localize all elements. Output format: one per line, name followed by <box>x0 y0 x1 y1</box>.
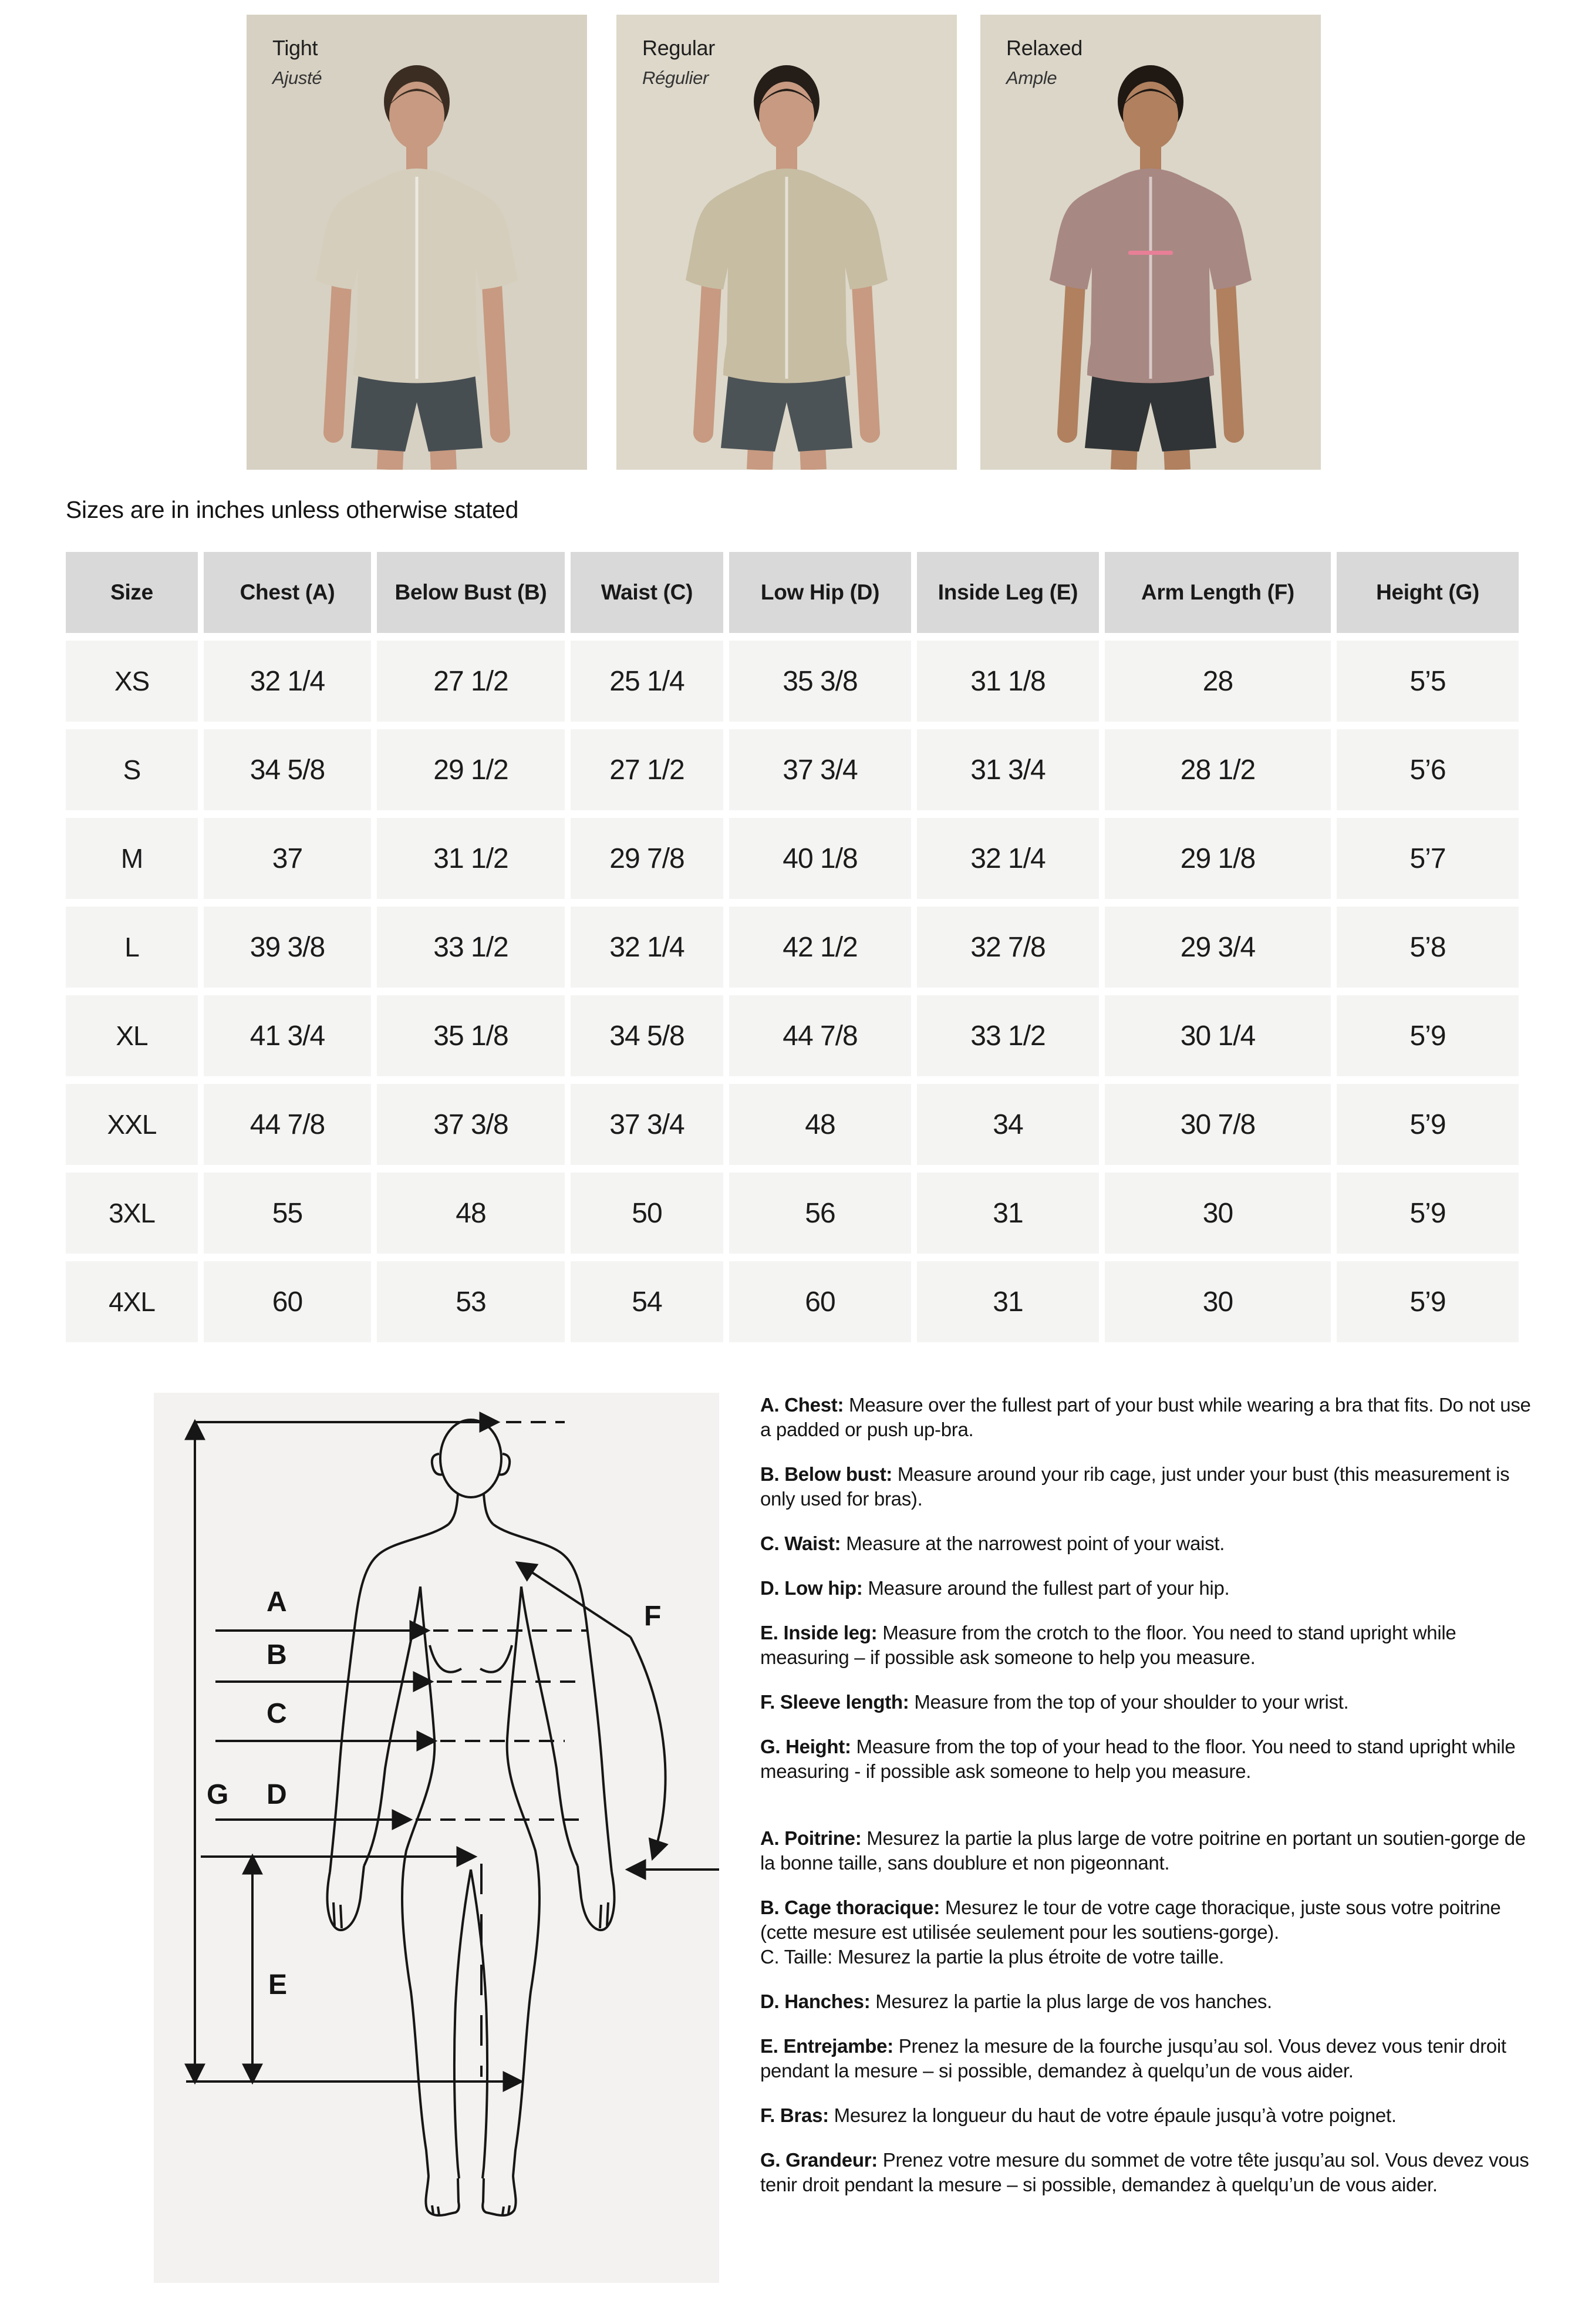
diagram-letter-f: F <box>644 1601 662 1632</box>
column-header-below-bust-b: Below Bust (B) <box>377 552 565 633</box>
measure-note: A. Poitrine: Mesurez la partie la plus large de votre poitrine en portant un soutien-gorge de la bonne taille, sans doublure et non pigeonnant. <box>760 1827 1526 1874</box>
measurement-guide <box>760 1393 1532 2217</box>
size-value: 34 5/8 <box>204 729 371 810</box>
size-value: 35 3/8 <box>729 641 911 722</box>
size-value: 54 <box>571 1261 723 1342</box>
figure-outline <box>327 1420 614 2215</box>
measure-note: F. Bras: Mesurez la longueur du haut de votre épaule jusqu’à votre poignet. <box>760 2104 1397 2126</box>
size-value: 30 7/8 <box>1105 1084 1331 1165</box>
size-value: 33 1/2 <box>917 995 1099 1076</box>
measurement-lines <box>186 1422 719 2082</box>
size-value: 39 3/8 <box>204 907 371 988</box>
size-value: 29 7/8 <box>571 818 723 899</box>
measure-note-label: D. Low hip: <box>760 1577 863 1599</box>
size-label-3xl: 3XL <box>66 1173 198 1254</box>
size-value: 31 <box>917 1261 1099 1342</box>
size-value: 35 1/8 <box>377 995 565 1076</box>
guide-french <box>760 1826 1532 2197</box>
photo-card-regular <box>616 15 957 470</box>
size-chart <box>66 552 1519 1342</box>
size-value: 34 5/8 <box>571 995 723 1076</box>
size-value: 25 1/4 <box>571 641 723 722</box>
size-value: 48 <box>729 1084 911 1165</box>
size-value: 28 1/2 <box>1105 729 1331 810</box>
measure-note: A. Chest: Measure over the fullest part of your bust while wearing a bra that fits. Do not use a padded or push up-bra. <box>760 1394 1531 1440</box>
size-value: 31 1/2 <box>377 818 565 899</box>
size-value: 28 <box>1105 641 1331 722</box>
measure-note-label: G. Height: <box>760 1736 851 1757</box>
size-value: 32 1/4 <box>917 818 1099 899</box>
size-value: 48 <box>377 1173 565 1254</box>
measure-note-label: E. Inside leg: <box>760 1622 878 1643</box>
measure-note: G. Grandeur: Prenez votre mesure du sommet de votre tête jusqu’au sol. Vous devez vous tenir droit pendant la mesure – si possible, demandez à quelqu’un de vous aider. <box>760 2149 1529 2195</box>
measure-note-label: E. Entrejambe: <box>760 2035 893 2057</box>
size-value: 42 1/2 <box>729 907 911 988</box>
size-value: 37 3/4 <box>729 729 911 810</box>
column-header-arm-length-f: Arm Length (F) <box>1105 552 1331 633</box>
measure-note-label: F. Sleeve length: <box>760 1691 909 1713</box>
size-label-4xl: 4XL <box>66 1261 198 1342</box>
column-header-low-hip-d: Low Hip (D) <box>729 552 911 633</box>
fit-name-en: Regular <box>642 36 715 60</box>
measure-note-label: G. Grandeur: <box>760 2149 878 2171</box>
size-value: 40 1/8 <box>729 818 911 899</box>
photo-card-relaxed <box>980 15 1321 470</box>
column-header-inside-leg-e: Inside Leg (E) <box>917 552 1099 633</box>
size-value: 27 1/2 <box>377 641 565 722</box>
size-label-xl: XL <box>66 995 198 1076</box>
size-value: 50 <box>571 1173 723 1254</box>
guide-english <box>760 1393 1532 1784</box>
size-label-s: S <box>66 729 198 810</box>
measure-note: B. Cage thoracique: Mesurez le tour de votre cage thoracique, juste sous votre poitrine (cette mesure est utilisée seulement pour les soutiens-gorge). <box>760 1897 1501 1943</box>
measure-note-label: C. Waist: <box>760 1533 841 1554</box>
measure-note-label: B. Cage thoracique: <box>760 1897 940 1918</box>
measure-note-label: F. Bras: <box>760 2104 829 2126</box>
size-value: 5’9 <box>1337 1084 1519 1165</box>
size-value: 5’6 <box>1337 729 1519 810</box>
size-value: 44 7/8 <box>729 995 911 1076</box>
size-value: 55 <box>204 1173 371 1254</box>
size-value: 31 <box>917 1173 1099 1254</box>
size-value: 31 1/8 <box>917 641 1099 722</box>
fit-name-en: Tight <box>272 36 318 60</box>
size-value: 60 <box>204 1261 371 1342</box>
size-value: 31 3/4 <box>917 729 1099 810</box>
fit-name-en: Relaxed <box>1006 36 1082 60</box>
size-value: 5’5 <box>1337 641 1519 722</box>
size-value: 60 <box>729 1261 911 1342</box>
measure-note: G. Height: Measure from the top of your head to the floor. You need to stand upright while measuring - if possible ask someone to help you measure. <box>760 1736 1516 1782</box>
fit-name-fr: Régulier <box>642 68 709 88</box>
fit-label <box>272 36 322 89</box>
fit-label <box>642 36 715 89</box>
measure-note: E. Inside leg: Measure from the crotch to the floor. You need to stand upright while measuring – if possible ask someone to help you measure. <box>760 1622 1456 1668</box>
size-value: 33 1/2 <box>377 907 565 988</box>
measurement-diagram <box>154 1393 719 2283</box>
photo-card-tight <box>247 15 587 470</box>
column-header-waist-c: Waist (C) <box>571 552 723 633</box>
diagram-letter-e: E <box>268 1969 287 2000</box>
diagram-letter-b: B <box>267 1639 287 1670</box>
units-note: Sizes are in inches unless otherwise stated <box>66 496 519 523</box>
measure-note: D. Low hip: Measure around the fullest part of your hip. <box>760 1577 1230 1599</box>
fit-label <box>1006 36 1082 89</box>
measure-note: C. Waist: Measure at the narrowest point of your waist. <box>760 1533 1225 1554</box>
diagram-letter-d: D <box>267 1779 287 1810</box>
measure-note-label: A. Chest: <box>760 1394 844 1416</box>
diagram-letter-c: C <box>267 1698 287 1729</box>
size-value: 34 <box>917 1084 1099 1165</box>
size-value: 29 3/4 <box>1105 907 1331 988</box>
size-value: 5’9 <box>1337 1173 1519 1254</box>
fit-photo-row <box>247 15 1321 470</box>
diagram-letter-a: A <box>267 1587 287 1618</box>
size-value: 41 3/4 <box>204 995 371 1076</box>
body-measurement-figure <box>154 1393 719 2283</box>
size-value: 32 1/4 <box>204 641 371 722</box>
size-value: 37 3/4 <box>571 1084 723 1165</box>
size-value: 27 1/2 <box>571 729 723 810</box>
size-value: 5’8 <box>1337 907 1519 988</box>
size-label-m: M <box>66 818 198 899</box>
measure-note: E. Entrejambe: Prenez la mesure de la fourche jusqu’au sol. Vous devez vous tenir droit pendant la mesure – si possible, demandez à quelqu’un de vous aider. <box>760 2035 1506 2082</box>
size-label-xs: XS <box>66 641 198 722</box>
size-value: 5’9 <box>1337 995 1519 1076</box>
column-header-height-g: Height (G) <box>1337 552 1519 633</box>
fit-name-fr: Ajusté <box>272 68 322 88</box>
size-value: 32 7/8 <box>917 907 1099 988</box>
column-header-chest-a: Chest (A) <box>204 552 371 633</box>
column-header-size: Size <box>66 552 198 633</box>
size-value: 32 1/4 <box>571 907 723 988</box>
measure-note: F. Sleeve length: Measure from the top of your shoulder to your wrist. <box>760 1691 1349 1713</box>
size-value: 5’9 <box>1337 1261 1519 1342</box>
size-value: 30 1/4 <box>1105 995 1331 1076</box>
size-label-xxl: XXL <box>66 1084 198 1165</box>
size-value: 5’7 <box>1337 818 1519 899</box>
measure-note: B. Below bust: Measure around your rib cage, just under your bust (this measurement is only used for bras). <box>760 1463 1510 1510</box>
size-value: 44 7/8 <box>204 1084 371 1165</box>
measure-note-label: A. Poitrine: <box>760 1827 862 1849</box>
measure-note-label: D. Hanches: <box>760 1990 871 2012</box>
size-value: 53 <box>377 1261 565 1342</box>
measure-note: D. Hanches: Mesurez la partie la plus large de vos hanches. <box>760 1990 1272 2012</box>
size-label-l: L <box>66 907 198 988</box>
size-value: 30 <box>1105 1261 1331 1342</box>
measure-note-label: C. Taille: <box>760 1946 832 1968</box>
size-value: 29 1/8 <box>1105 818 1331 899</box>
diagram-letter-g: G <box>207 1779 229 1810</box>
size-value: 30 <box>1105 1173 1331 1254</box>
size-value: 37 3/8 <box>377 1084 565 1165</box>
measure-note-label: B. Below bust: <box>760 1463 892 1485</box>
size-value: 37 <box>204 818 371 899</box>
size-value: 56 <box>729 1173 911 1254</box>
fit-name-fr: Ample <box>1006 68 1057 88</box>
size-value: 29 1/2 <box>377 729 565 810</box>
measure-note: C. Taille: Mesurez la partie la plus étroite de votre taille. <box>760 1946 1224 1968</box>
